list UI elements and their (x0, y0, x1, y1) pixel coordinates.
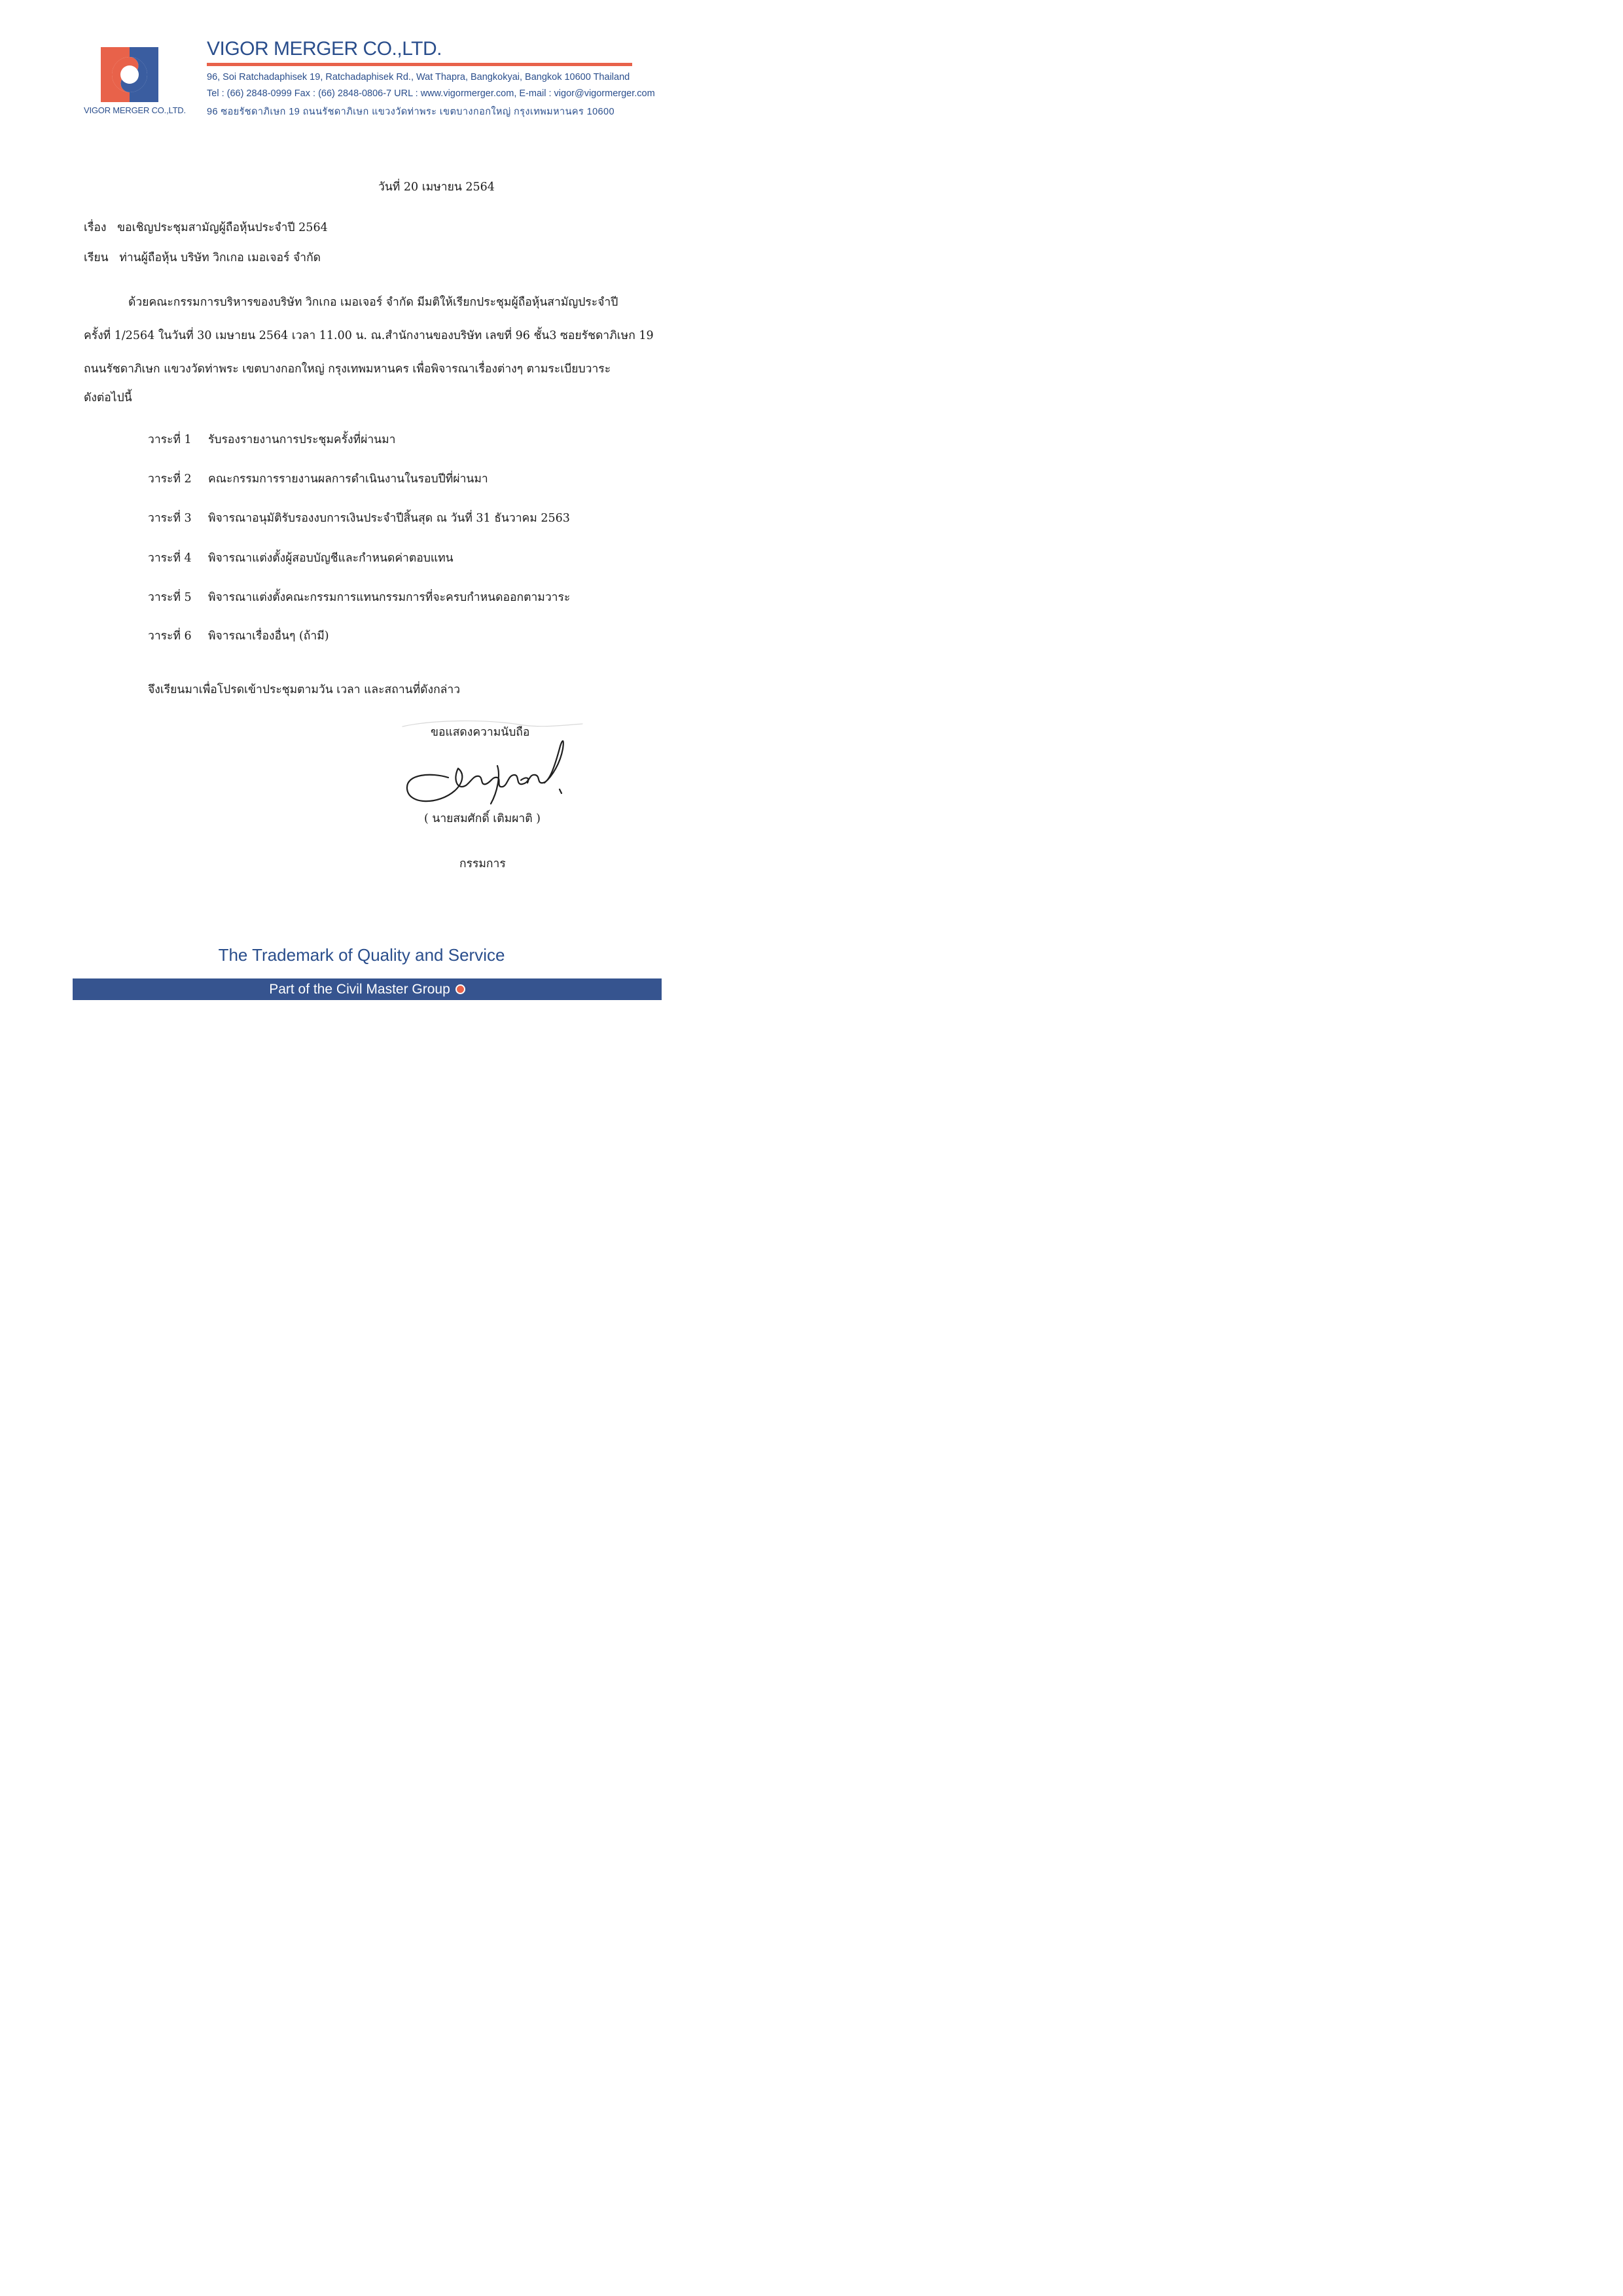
regards: ขอแสดงความนับถือ (431, 726, 530, 739)
agenda-number: วาระที่ 6 (148, 630, 192, 643)
contact-info: Tel : (66) 2848-0999 Fax : (66) 2848-0806-7 URL : www.vigormerger.com, E-mail : vigor@vigormerger.com (207, 88, 655, 99)
paragraph-line: ถนนรัชดาภิเษก แขวงวัดท่าพระ เขตบางกอกใหญ่ กรุงเทพมหานคร เพื่อพิจารณาเรื่องต่างๆ ตามระเบียบวาระ (84, 363, 611, 376)
paragraph-line: ด้วยคณะกรรมการบริหารของบริษัท วิกเกอ เมอเจอร์ จำกัด มีมติให้เรียกประชุมผู้ถือหุ้นสามัญประจำปี (128, 296, 618, 309)
header-rule (207, 63, 632, 66)
agenda-number: วาระที่ 5 (148, 591, 192, 604)
signer-name: ( นายสมศักดิ์ เติมผาติ ) (424, 812, 541, 825)
subject-label: เรื่อง (84, 221, 107, 234)
signer-title: กรรมการ (459, 857, 506, 870)
agenda-text: พิจารณาอนุมัติรับรองงบการเงินประจำปีสิ้นสุด ณ วันที่ 31 ธันวาคม 2563 (208, 512, 570, 525)
agenda-number: วาระที่ 3 (148, 512, 192, 525)
agenda-number: วาระที่ 1 (148, 433, 192, 446)
company-logo (101, 47, 158, 102)
signature-image (393, 720, 589, 812)
address-thai: 96 ซอยรัชดาภิเษก 19 ถนนรัชดาภิเษก แขวงวัดท่าพระ เขตบางกอกใหญ่ กรุงเทพมหานคร 10600 (207, 107, 615, 117)
recipient-label: เรียน (84, 251, 109, 264)
recipient-text: ท่านผู้ถือหุ้น บริษัท วิกเกอ เมอเจอร์ จำกัด (119, 251, 321, 264)
company-name: VIGOR MERGER CO.,LTD. (207, 38, 442, 60)
subject-line (84, 218, 328, 236)
closing-line: จึงเรียนมาเพื่อโปรดเข้าประชุมตามวัน เวลา และสถานที่ดังกล่าว (148, 683, 461, 696)
agenda-text: พิจารณาแต่งตั้งผู้สอบบัญชีและกำหนดค่าตอบแทน (208, 552, 454, 565)
footer-tagline: The Trademark of Quality and Service (218, 945, 505, 965)
letter-date: วันที่ 20 เมษายน 2564 (378, 181, 495, 194)
footer-dot-icon (455, 984, 465, 994)
recipient-line (84, 248, 321, 266)
subject-text: ขอเชิญประชุมสามัญผู้ถือหุ้นประจำปี 2564 (117, 221, 328, 234)
logo-caption: VIGOR MERGER CO.,LTD. (84, 105, 186, 115)
footer-bar (73, 978, 662, 1000)
footer-group-text: Part of the Civil Master Group (269, 981, 450, 997)
agenda-number: วาระที่ 2 (148, 473, 192, 486)
paragraph-line: ครั้งที่ 1/2564 ในวันที่ 30 เมษายน 2564 เวลา 11.00 น. ณ.สำนักงานของบริษัท เลขที่ 96 ชั้น3 ซอยรัชดาภิเษก 19 (84, 329, 654, 342)
agenda-number: วาระที่ 4 (148, 552, 192, 565)
paragraph-line: ดังต่อไปนี้ (84, 391, 132, 404)
agenda-text: รับรองรายงานการประชุมครั้งที่ผ่านมา (208, 433, 396, 446)
agenda-text: คณะกรรมการรายงานผลการดำเนินงานในรอบปีที่ผ่านมา (208, 473, 488, 486)
agenda-text: พิจารณาแต่งตั้งคณะกรรมการแทนกรรมการที่จะครบกำหนดออกตามวาระ (208, 591, 571, 604)
agenda-text: พิจารณาเรื่องอื่นๆ (ถ้ามี) (208, 630, 329, 643)
address-english: 96, Soi Ratchadaphisek 19, Ratchadaphisek Rd., Wat Thapra, Bangkokyai, Bangkok 10600 Thailand (207, 72, 630, 82)
